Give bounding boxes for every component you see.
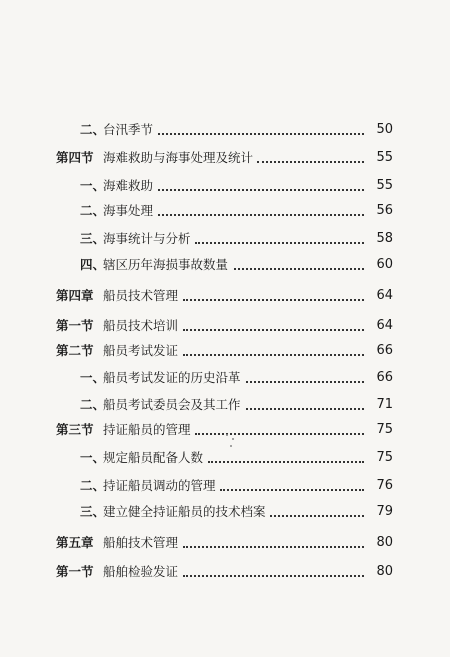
- dot-leader: [208, 461, 364, 463]
- entry-title: 船舶检验发证: [103, 564, 179, 579]
- dot-leader: [246, 408, 364, 410]
- toc-entry: [0, 176, 450, 196]
- entry-page-number: 60: [376, 257, 393, 272]
- entry-title: 船员考试发证: [103, 343, 179, 358]
- entry-title: 持证船员调动的管理: [103, 478, 216, 493]
- dot-leader: [183, 575, 364, 577]
- entry-title: 海难救助: [103, 178, 154, 193]
- entry-title: 船员技术培训: [103, 318, 179, 333]
- toc-entry: [0, 229, 450, 249]
- dot-leader: [220, 489, 364, 491]
- toc-entry: [0, 368, 450, 388]
- entry-label: 第四节: [56, 150, 94, 165]
- entry-page-number: 55: [376, 178, 393, 193]
- entry-label: 一、: [80, 178, 106, 193]
- toc-entry: [0, 476, 450, 496]
- entry-label: 一、: [80, 450, 106, 465]
- toc-entry: [0, 120, 450, 140]
- entry-page-number: 66: [376, 370, 393, 385]
- entry-title: 海事统计与分析: [103, 231, 191, 246]
- toc-entry: [0, 201, 450, 221]
- dot-leader: [257, 161, 364, 163]
- entry-title: 规定船员配备人数: [103, 450, 204, 465]
- toc-entry: [0, 255, 450, 275]
- scan-speck: [230, 445, 232, 447]
- entry-title: 台汛季节: [103, 122, 154, 137]
- dot-leader: [270, 515, 364, 517]
- entry-title: 船员考试发证的历史沿革: [103, 370, 241, 385]
- entry-title: 持证船员的管理: [103, 422, 191, 437]
- toc-entry: [0, 420, 450, 440]
- entry-label: 三、: [80, 231, 106, 246]
- entry-page-number: 66: [376, 343, 393, 358]
- dot-leader: [158, 214, 364, 216]
- dot-leader: [158, 189, 364, 191]
- dot-leader: [183, 354, 364, 356]
- dot-leader: [195, 242, 364, 244]
- entry-page-number: 64: [376, 318, 393, 333]
- entry-page-number: 56: [376, 203, 393, 218]
- entry-label: 二、: [80, 122, 106, 137]
- entry-page-number: 50: [376, 122, 393, 137]
- scan-speck: [232, 438, 234, 440]
- entry-page-number: 79: [376, 504, 393, 519]
- entry-page-number: 71: [376, 397, 393, 412]
- toc-entry: [0, 533, 450, 553]
- entry-page-number: 75: [376, 450, 393, 465]
- entry-page-number: 64: [376, 288, 393, 303]
- dot-leader: [234, 268, 364, 270]
- dot-leader: [246, 381, 364, 383]
- entry-label: 第三节: [56, 422, 94, 437]
- toc-entry: [0, 341, 450, 361]
- entry-title: 辖区历年海损事故数量: [103, 257, 229, 272]
- toc-entry: [0, 148, 450, 168]
- entry-title: 船舶技术管理: [103, 535, 179, 550]
- entry-label: 二、: [80, 397, 106, 412]
- entry-label: 二、: [80, 478, 106, 493]
- entry-label: 四、: [80, 257, 106, 272]
- toc-entry: [0, 286, 450, 306]
- entry-label: 第五章: [56, 535, 94, 550]
- entry-page-number: 80: [376, 535, 393, 550]
- entry-page-number: 75: [376, 422, 393, 437]
- dot-leader: [183, 329, 364, 331]
- toc-entry: [0, 316, 450, 336]
- toc-entry: [0, 562, 450, 582]
- entry-page-number: 76: [376, 478, 393, 493]
- entry-label: 第四章: [56, 288, 94, 303]
- entry-label: 三、: [80, 504, 106, 519]
- entry-label: 二、: [80, 203, 106, 218]
- entry-page-number: 80: [376, 564, 393, 579]
- toc-entry: [0, 448, 450, 468]
- dot-leader: [183, 546, 364, 548]
- toc-entry: [0, 502, 450, 522]
- entry-title: 海难救助与海事处理及统计: [103, 150, 254, 165]
- entry-title: 海事处理: [103, 203, 154, 218]
- entry-label: 第二节: [56, 343, 94, 358]
- dot-leader: [195, 433, 364, 435]
- entry-title: 建立健全持证船员的技术档案: [103, 504, 266, 519]
- scan-speck: [226, 434, 228, 436]
- dot-leader: [158, 133, 364, 135]
- entry-label: 第一节: [56, 564, 94, 579]
- toc-entry: [0, 395, 450, 415]
- entry-page-number: 58: [376, 231, 393, 246]
- entry-title: 船员考试委员会及其工作: [103, 397, 241, 412]
- entry-label: 第一节: [56, 318, 94, 333]
- entry-page-number: 55: [376, 150, 393, 165]
- entry-label: 一、: [80, 370, 106, 385]
- entry-title: 船员技术管理: [103, 288, 179, 303]
- dot-leader: [183, 299, 364, 301]
